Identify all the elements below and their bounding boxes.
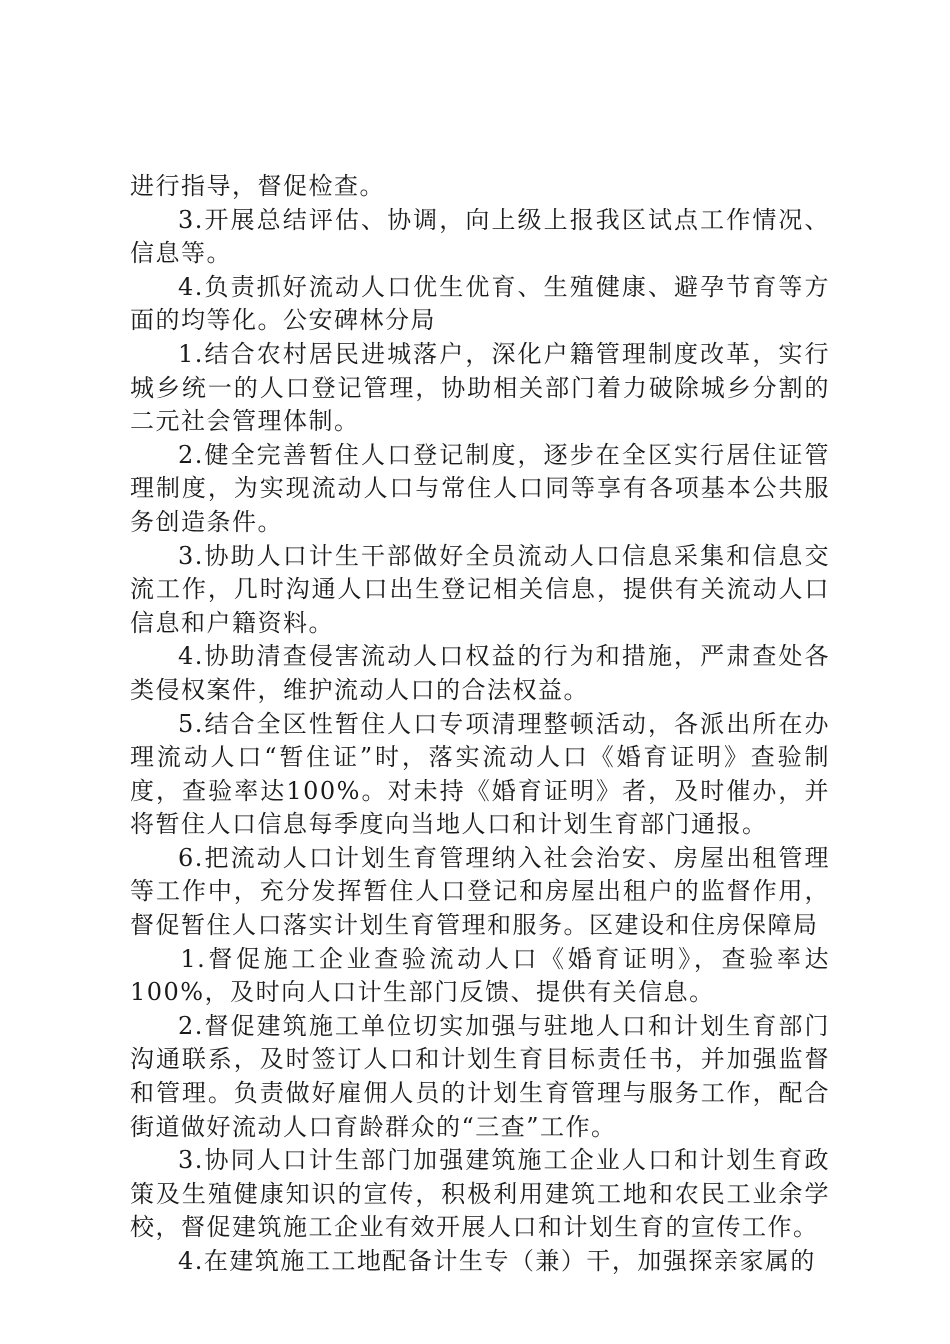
paragraph-13: 4.在建筑施工工地配备计生专（兼）干，加强探亲家属的 — [178, 1247, 816, 1275]
paragraph-2: 3.开展总结评估、协调，向上级上报我区试点工作情况、信息等。 — [130, 205, 830, 268]
paragraph-10: 1.督促施工企业查验流动人口《婚育证明》，查验率达100%，及时向人口计生部门反馈、提供有关信息。 — [130, 944, 830, 1007]
paragraph-12: 3.协同人口计生部门加强建筑施工企业人口和计划生育政策及生殖健康知识的宣传，积极利用建筑工地和农民工业余学校，督促建筑施工企业有效开展人口和计划生育的宣传工作。 — [130, 1146, 830, 1242]
paragraph-7: 4.协助清查侵害流动人口权益的行为和措施，严肃查处各类侵权案件，维护流动人口的合法权益。 — [130, 642, 830, 704]
paragraph-9: 6.把流动人口计划生育管理纳入社会治安、房屋出租管理等工作中，充分发挥暂住人口登记和房屋出租户的监督作用，督促暂住人口落实计划生育管理和服务。区建设和住房保障局 — [130, 843, 830, 940]
paragraph-3: 4.负责抓好流动人口优生优育、生殖健康、避孕节育等方面的均等化。公安碑林分局 — [130, 272, 830, 335]
paragraph-5: 2.健全完善暂住人口登记制度，逐步在全区实行居住证管理制度，为实现流动人口与常住人口同等享有各项基本公共服务创造条件。 — [130, 440, 830, 536]
paragraph-4: 1.结合农村居民进城落户，深化户籍管理制度改革，实行城乡统一的人口登记管理，协助相关部门着力破除城乡分割的二元社会管理体制。 — [130, 339, 830, 436]
paragraph-8: 5.结合全区性暂住人口专项清理整顿活动，各派出所在办理流动人口“暂住证”时，落实流动人口《婚育证明》查验制度，查验率达100%。对未持《婚育证明》者，及时催办，并将暂住人口信息每季度向当地人口和计划生育部门通报。 — [130, 709, 830, 839]
paragraph-11: 2.督促建筑施工单位切实加强与驻地人口和计划生育部门沟通联系，及时签订人口和计划生育目标责任书，并加强监督和管理。负责做好雇佣人员的计划生育管理与服务工作，配合街道做好流动人口育龄群众的“三查”工作。 — [130, 1011, 830, 1141]
document-body — [130, 170, 830, 1279]
paragraph-1: 进行指导，督促检查。 — [130, 172, 385, 200]
paragraph-6: 3.协助人口计生干部做好全员流动人口信息采集和信息交流工作，几时沟通人口出生登记相关信息，提供有关流动人口信息和户籍资料。 — [130, 541, 830, 637]
